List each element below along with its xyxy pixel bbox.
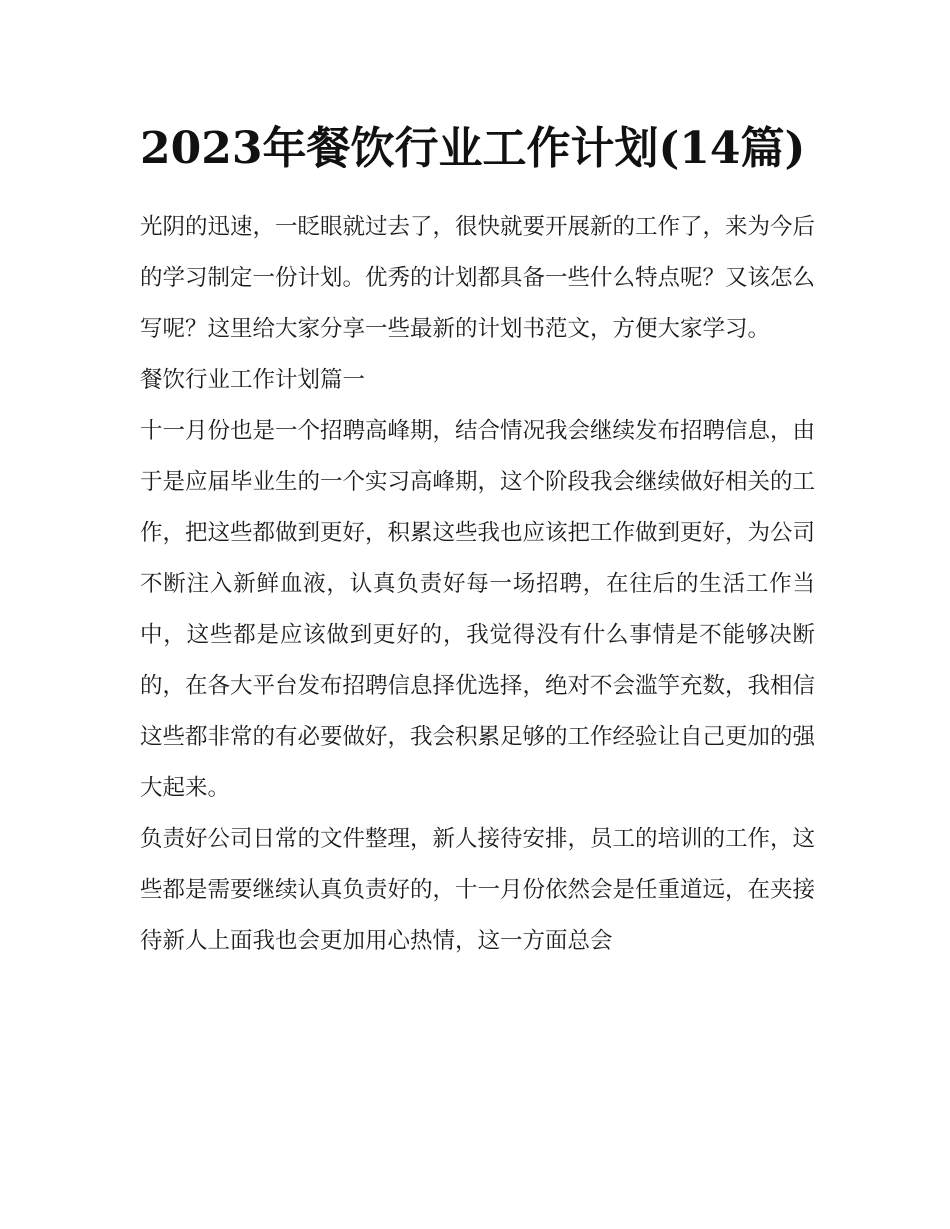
document-title: 2023年餐饮行业工作计划(14篇) bbox=[140, 123, 806, 174]
intro-paragraph: 光阴的迅速，一眨眼就过去了，很快就要开展新的工作了，来为今后的学习制定一份计划。优秀的计划都具备一些什么特点呢？又该怎么写呢？这里给大家分享一些最新的计划书范文，方便大家学习。 bbox=[140, 214, 816, 342]
document-body bbox=[140, 202, 815, 967]
section-heading: 餐饮行业工作计划篇一 bbox=[140, 367, 366, 393]
body-paragraph-1: 十一月份也是一个招聘高峰期，结合情况我会继续发布招聘信息，由于是应届毕业生的一个实习高峰期，这个阶段我会继续做好相关的工作，把这些都做到更好，积累这些我也应该把工作做到更好，为公司不断注入新鲜血液，认真负责好每一场招聘，在往后的生活工作当中，这些都是应该做到更好的，我觉得没有什么事情是不能够决断的，在各大平台发布招聘信息择优选择，绝对不会滥竽充数，我相信这些都非常的有必要做好，我会积累足够的工作经验让自己更加的强大起来。 bbox=[140, 418, 816, 801]
document-content bbox=[140, 118, 815, 967]
body-paragraph-2: 负责好公司日常的文件整理，新人接待安排，员工的培训的工作，这些都是需要继续认真负责好的，十一月份依然会是任重道远，在夹接待新人上面我也会更加用心热情，这一方面总会 bbox=[140, 826, 816, 954]
